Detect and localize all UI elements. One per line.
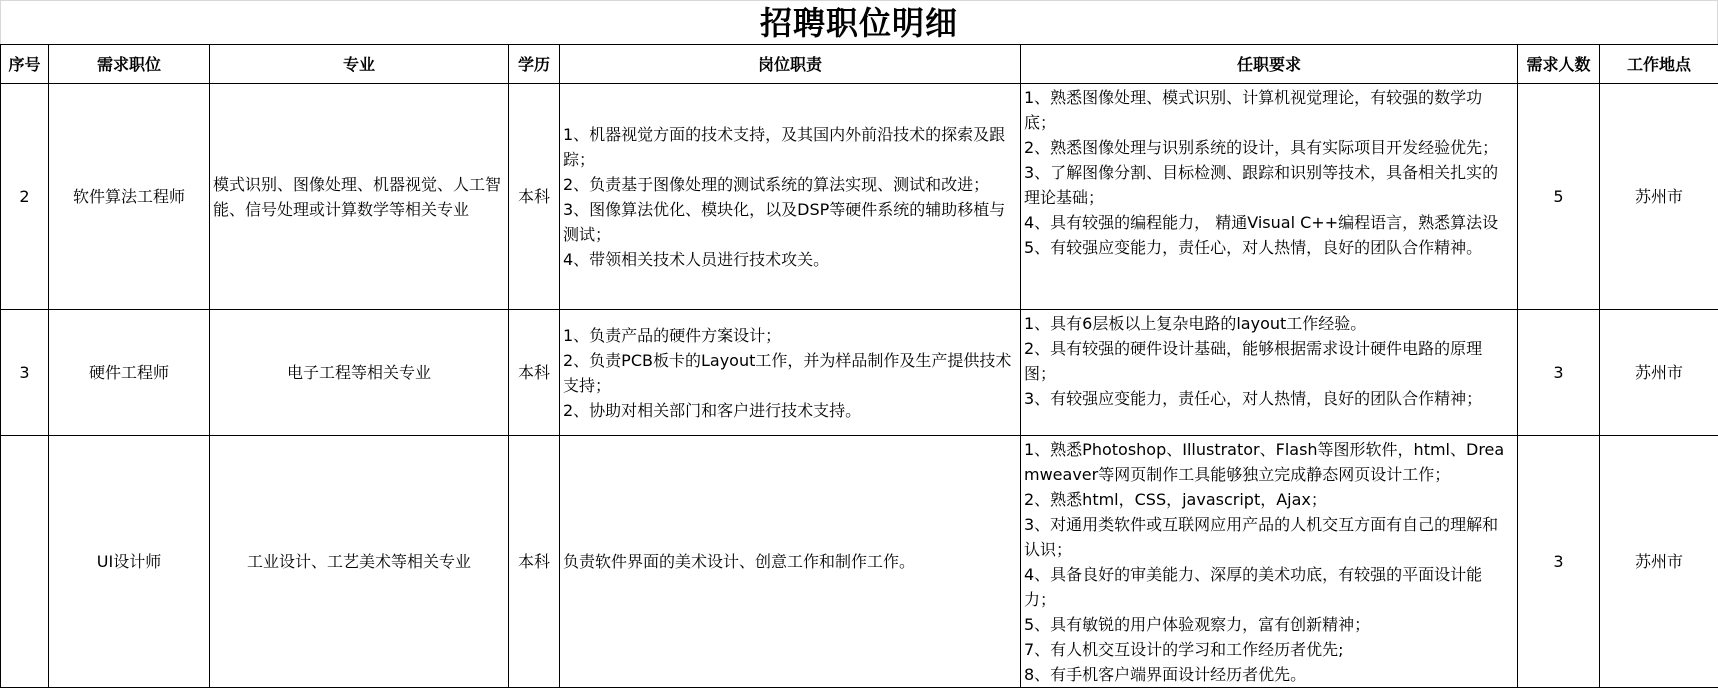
positions-table <box>0 44 1718 688</box>
requirement-line: 2、熟悉html，CSS，javascript，Ajax； <box>1024 487 1514 512</box>
cell-position: 硬件工程师 <box>49 310 210 436</box>
header-education: 学历 <box>509 45 560 84</box>
cell-headcount: 3 <box>1518 436 1600 688</box>
header-position: 需求职位 <box>49 45 210 84</box>
header-headcount: 需求人数 <box>1518 45 1600 84</box>
table-row <box>1 84 1718 310</box>
cell-requirements <box>1021 436 1518 688</box>
cell-major: 模式识别、图像处理、机器视觉、人工智能、信号处理或计算数学等相关专业 <box>210 84 509 310</box>
requirement-line: 4、具有较强的编程能力， 精通Visual C++编程语言，熟悉算法设5、有较强应变能力，责任心，对人热情，良好的团队合作精神。 <box>1024 210 1514 260</box>
cell-duties <box>560 84 1021 310</box>
cell-location: 苏州市 <box>1600 310 1718 436</box>
requirement-line: 1、具有6层板以上复杂电路的layout工作经验。 <box>1024 311 1514 336</box>
header-index: 序号 <box>1 45 49 84</box>
cell-requirements <box>1021 310 1518 436</box>
duty-line: 2、负责PCB板卡的Layout工作，并为样品制作及生产提供技术支持； <box>563 348 1017 398</box>
table-row <box>1 436 1718 688</box>
table-row <box>1 310 1718 436</box>
cell-duties <box>560 436 1021 688</box>
header-location: 工作地点 <box>1600 45 1718 84</box>
duty-line: 1、机器视觉方面的技术支持，及其国内外前沿技术的探索及跟踪； <box>563 122 1017 172</box>
requirement-line: 7、有人机交互设计的学习和工作经历者优先; <box>1024 637 1514 662</box>
header-requirements: 任职要求 <box>1021 45 1518 84</box>
duty-line: 1、负责产品的硬件方案设计； <box>563 323 1017 348</box>
duty-line: 2、协助对相关部门和客户进行技术支持。 <box>563 398 1017 423</box>
cell-headcount: 5 <box>1518 84 1600 310</box>
cell-location: 苏州市 <box>1600 84 1718 310</box>
requirement-line: 5、具有敏锐的用户体验观察力，富有创新精神； <box>1024 612 1514 637</box>
duty-line: 负责软件界面的美术设计、创意工作和制作工作。 <box>563 549 1017 574</box>
cell-requirements <box>1021 84 1518 310</box>
requirement-line: 3、对通用类软件或互联网应用产品的人机交互方面有自己的理解和认识； <box>1024 512 1514 562</box>
requirement-line: 8、有手机客户端界面设计经历者优先。 <box>1024 662 1514 687</box>
cell-position: UI设计师 <box>49 436 210 688</box>
duty-line: 4、带领相关技术人员进行技术攻关。 <box>563 247 1017 272</box>
requirement-line: 3、有较强应变能力，责任心，对人热情，良好的团队合作精神； <box>1024 386 1514 411</box>
header-duties: 岗位职责 <box>560 45 1021 84</box>
requirement-line: 4、具备良好的审美能力、深厚的美术功底，有较强的平面设计能力； <box>1024 562 1514 612</box>
cell-major: 电子工程等相关专业 <box>210 310 509 436</box>
header-row <box>1 45 1718 84</box>
cell-headcount: 3 <box>1518 310 1600 436</box>
cell-major: 工业设计、工艺美术等相关专业 <box>210 436 509 688</box>
cell-index: 2 <box>1 84 49 310</box>
requirement-line: 2、具有较强的硬件设计基础，能够根据需求设计硬件电路的原理图； <box>1024 336 1514 386</box>
requirement-line: 2、熟悉图像处理与识别系统的设计，具有实际项目开发经验优先； <box>1024 135 1514 160</box>
header-major: 专业 <box>210 45 509 84</box>
cell-education: 本科 <box>509 436 560 688</box>
requirement-line: 1、熟悉图像处理、模式识别、计算机视觉理论，有较强的数学功底； <box>1024 85 1514 135</box>
duty-line: 3、图像算法优化、模块化，以及DSP等硬件系统的辅助移植与测试； <box>563 197 1017 247</box>
cell-index: 3 <box>1 310 49 436</box>
cell-duties <box>560 310 1021 436</box>
requirement-line: 1、熟悉Photoshop、Illustrator、Flash等图形软件，html、Dreamweaver等网页制作工具能够独立完成静态网页设计工作； <box>1024 437 1514 487</box>
cell-index <box>1 436 49 688</box>
duty-line: 2、负责基于图像处理的测试系统的算法实现、测试和改进； <box>563 172 1017 197</box>
cell-location: 苏州市 <box>1600 436 1718 688</box>
cell-education: 本科 <box>509 310 560 436</box>
requirement-line: 3、了解图像分割、目标检测、跟踪和识别等技术，具备相关扎实的理论基础； <box>1024 160 1514 210</box>
cell-position: 软件算法工程师 <box>49 84 210 310</box>
cell-education: 本科 <box>509 84 560 310</box>
sheet-title: 招聘职位明细 <box>0 0 1718 44</box>
